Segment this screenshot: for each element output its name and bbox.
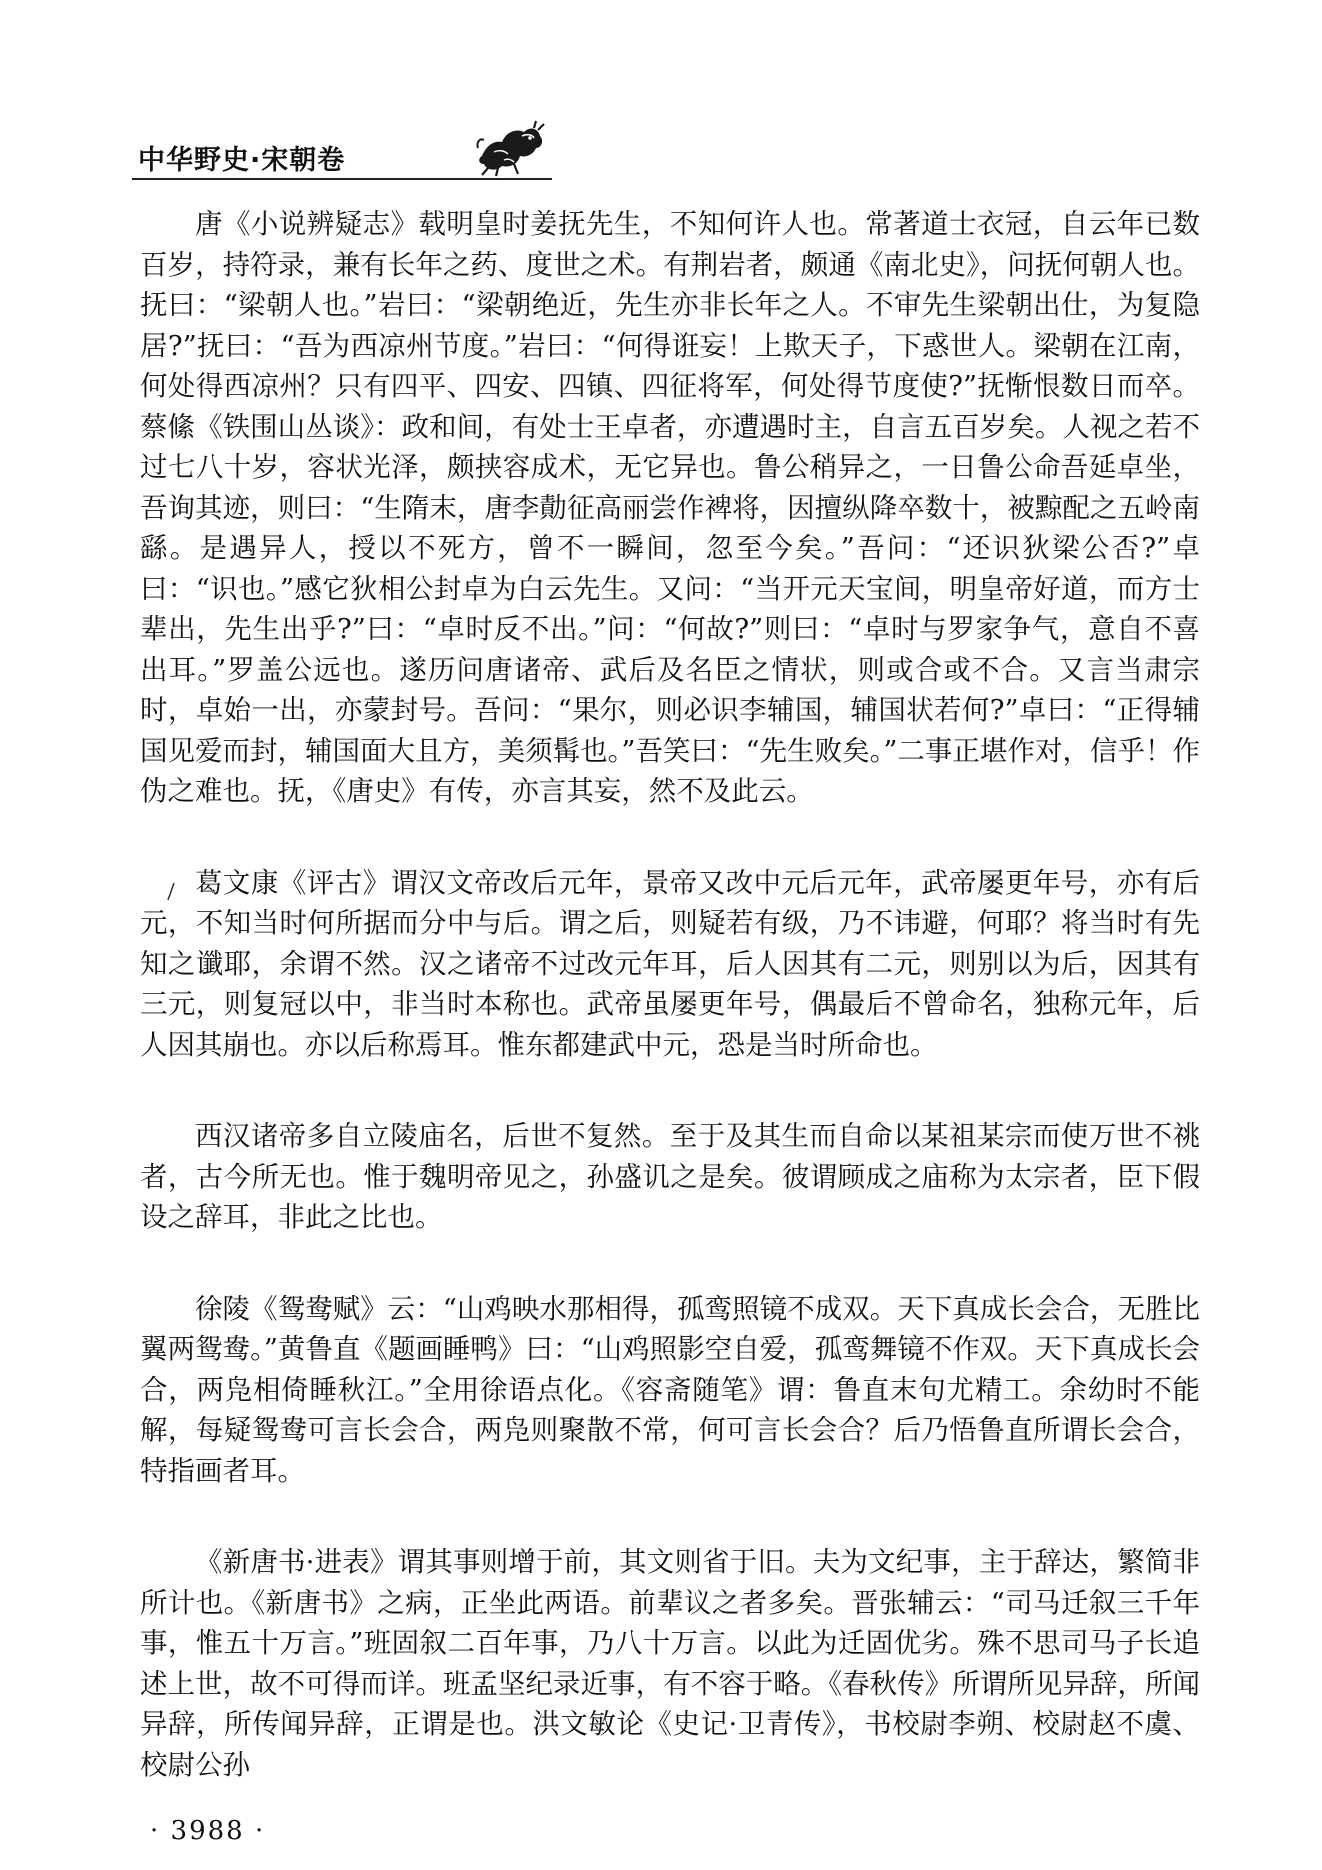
header-rule (132, 178, 552, 180)
book-title: 中华野史·宋朝卷 (138, 145, 346, 176)
paragraph-4: 徐陵《鸳鸯赋》云：“山鸡映水那相得，孤鸾照镜不成双。天下真成长会合，无胜比翼两鸳鸯。”黄鲁直《题画睡鸭》曰：“山鸡照影空自爱，孤鸾舞镜不作双。天下真成长会合，两凫相倚睡秋江。”全用徐语点化。《容斋随笔》谓：鲁直末句尤精工。余幼时不能解，每疑鸳鸯可言长会合，两凫则聚散不常，何可言长会合？后乃悟鲁直所谓长会合，特指画者耳。 (140, 1292, 1200, 1487)
paragraph-1: 唐《小说辨疑志》载明皇时姜抚先生，不知何许人也。常著道士衣冠，自云年已数百岁，持符录，兼有长年之药、度世之术。有荆岩者，颇通《南北史》，问抚何朝人也。抚曰：“梁朝人也。”岩曰：“梁朝绝近，先生亦非长年之人。不审先生梁朝出仕，为复隐居?”抚曰：“吾为西凉州节度。”岩曰：“何得诳妄！上欺天子，下惑世人。梁朝在江南，何处得西凉州？只有四平、四安、四镇、四征将军，何处得节度使?”抚惭恨数日而卒。蔡絛《铁围山丛谈》：政和间，有处士王卓者，亦遭遇时主，自言五百岁矣。人视之若不过七八十岁，容状光泽，颇挟容成术，无它异也。鲁公稍异之，一日鲁公命吾延卓坐，吾询其迹，则曰：“生隋末，唐李勣征高丽尝作裨将，因擅纵降卒数十，被黥配之五岭南繇。是遇异人，授以不死方，曾不一瞬间，忽至今矣。”吾问：“还识狄梁公否?”卓曰：“识也。”感它狄相公封卓为白云先生。又问：“当开元天宝间，明皇帝好道，而方士辈出，先生出乎?”曰：“卓时反不出。”问：“何故?”则曰：“卓时与罗家争气，意自不喜出耳。”罗盖公远也。遂历问唐诸帝、武后及名臣之情状，则或合或不合。又言当肃宗时，卓始一出，亦蒙封号。吾问：“果尔，则必识李辅国，辅国状若何?”卓曰：“正得辅国见爱而封，辅国面大且方，美须髯也。”吾笑曰：“先生败矣。”二事正堪作对，信乎！作伪之难也。抚，《唐史》有传，亦言其妄，然不及此云。 (140, 208, 1200, 807)
paragraph-3: 西汉诸帝多自立陵庙名，后世不复然。至于及其生而自命以某祖某宗而使万世不祧者，古今所无也。惟于魏明帝见之，孙盛讥之是矣。彼谓顾成之庙称为太宗者，臣下假设之辞耳，非此之比也。 (140, 1120, 1200, 1233)
body-text (140, 204, 1200, 1785)
page-number: · 3988 · (150, 1816, 266, 1846)
dragon-icon (474, 118, 546, 178)
paragraph-5: 《新唐书·进表》谓其事则增于前，其文则省于旧。夫为文纪事，主于辞达，繁简非所计也。《新唐书》之病，正坐此两语。前辈议之者多矣。晋张辅云：“司马迁叙三千年事，惟五十万言。”班固叙二百年事，乃八十万言。以此为迁固优劣。殊不思司马子长追述上世，故不可得而详。班孟坚纪录近事，有不容于略。《春秋传》所谓所见异辞，所闻异辞，所传闻异辞，正谓是也。洪文敏论《史记·卫青传》，书校尉李朔、校尉赵不虞、校尉公孙 (140, 1546, 1200, 1781)
paragraph-2: 葛文康《评古》谓汉文帝改后元年，景帝又改中元后元年，武帝屡更年号，亦有后元，不知当时何所据而分中与后。谓之后，则疑若有级，乃不讳避，何耶？将当时有先知之谶耶，余谓不然。汉之诸帝不过改元年耳，后人因其有二元，则别以为后，因其有三元，则复冠以中，非当时本称也。武帝虽屡更年号，偶最后不曾命名，独称元年，后人因其崩也。亦以后称焉耳。惟东都建武中元，恐是当时所命也。 (140, 866, 1200, 1061)
running-header (132, 118, 552, 188)
